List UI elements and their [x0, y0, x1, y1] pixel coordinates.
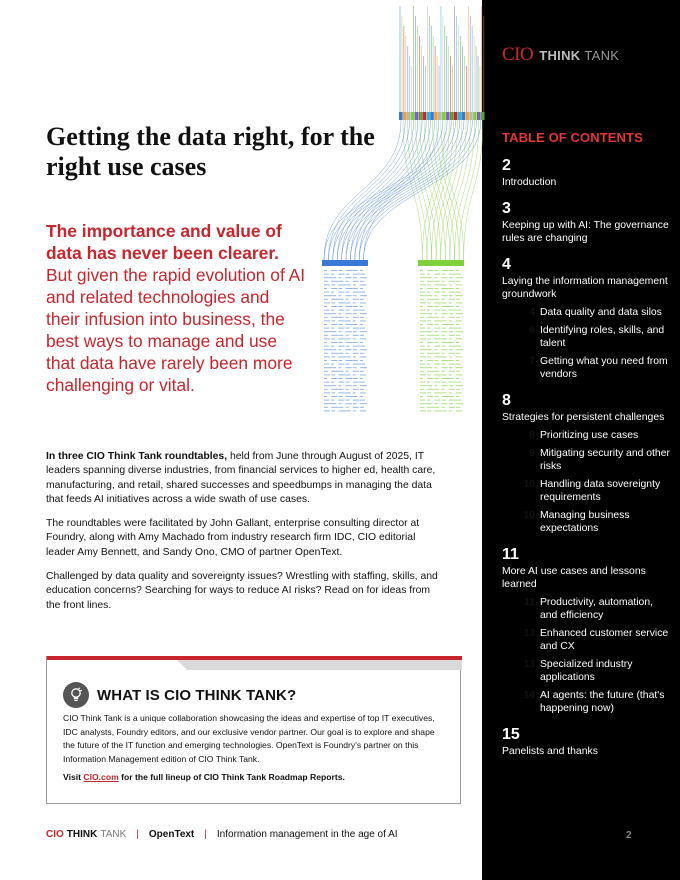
toc-subitem[interactable] [516, 447, 672, 473]
lede-rest: But given the rapid evolution of AI and related technologies and their infusion into business, the best ways to manage and use that data have rarely been more challenging or vital. [46, 265, 306, 395]
lede-paragraph [46, 220, 306, 396]
toc-subitem[interactable] [516, 658, 672, 684]
toc-subitem[interactable] [516, 324, 672, 350]
box-visit-pre: Visit [63, 772, 84, 782]
toc-subitem[interactable] [516, 627, 672, 653]
brand-think [539, 48, 619, 63]
toc-subitem-number: 4 [529, 307, 535, 318]
toc-section-label: Introduction [502, 177, 557, 188]
toc-subitem-number: 13 [523, 628, 535, 639]
page-number: 2 [626, 830, 632, 841]
footer-separator: | [204, 829, 207, 840]
box-header [63, 682, 296, 708]
toc-subitem-number: 10 [523, 479, 535, 490]
toc-subitem-number: 8 [529, 430, 535, 441]
think-tank-box [46, 656, 461, 804]
box-text: CIO Think Tank is a unique collaboration showcasing the ideas and expertise of top IT executives, IDC analysts, Foundry editors, and our exclusive vendor partner. Our goal is to explore and shape the future of the IT function and emerging technologies. OpenText is Foundry's partner on this Information Management edition of CIO Think Tank. [63, 713, 435, 764]
toc-subitem-number: 13 [523, 659, 535, 670]
toc-section-label: Laying the information management groundwork [502, 276, 668, 300]
toc-subitem[interactable] [516, 509, 672, 535]
body-paragraph-2: The roundtables were facilitated by John Gallant, enterprise consulting director at Foundry, along with Amy Machado from industry research firm IDC, CIO editorial leader Amy Bennett, and Sandy Ono, CMO of partner OpenText. [46, 518, 420, 558]
toc-subitem-number: 14 [523, 690, 535, 701]
toc-subitem-label: Identifying roles, skills, and talent [540, 325, 665, 349]
toc-subitem-number: 9 [529, 448, 535, 459]
toc-subitem-label: Managing business expectations [540, 510, 630, 534]
body-paragraph-1 [46, 450, 446, 507]
toc-section-label: More AI use cases and lessons learned [502, 566, 646, 590]
toc-section-number: 15 [502, 726, 520, 743]
toc-subitem-label: Handling data sovereignty requirements [540, 479, 661, 503]
footer-tagline: Information management in the age of AI [216, 829, 398, 840]
table-of-contents [502, 156, 672, 768]
toc-subitem-label: Mitigating security and other risks [540, 448, 670, 472]
toc-section-label: Panelists and thanks [502, 746, 598, 757]
box-title: WHAT IS CIO THINK TANK? [97, 686, 297, 704]
lede-strong: The importance and value of data has never been clearer. [46, 221, 282, 263]
footer-separator: | [136, 829, 139, 840]
toc-subitem[interactable] [516, 689, 672, 715]
footer [46, 829, 398, 840]
box-visit-line [63, 772, 345, 782]
toc-subitem-label: Getting what you need from vendors [540, 356, 668, 380]
toc-section[interactable] [502, 391, 672, 535]
toc-section[interactable] [502, 255, 672, 381]
brand-think-word: THINK [539, 48, 581, 63]
brand-tank-word: TANK [584, 48, 620, 63]
box-visit-post: for the full lineup of CIO Think Tank Roadmap Reports. [118, 772, 345, 782]
cio-com-link[interactable]: CIO.com [83, 772, 119, 782]
toc-subitem-label: Prioritizing use cases [540, 430, 639, 441]
toc-section-number: 4 [502, 256, 511, 273]
footer-tank: TANK [100, 829, 127, 840]
toc-subitem-label: AI agents: the future (that's happening now) [540, 690, 665, 714]
footer-cio: CIO [46, 829, 64, 840]
toc-subitem-number: 6 [529, 325, 535, 336]
toc-section-number: 8 [502, 392, 511, 409]
toc-title: TABLE OF CONTENTS [502, 130, 643, 145]
body-p1-rest: held from June through August of 2025, IT leaders spanning diverse industries, from financial services to higher ed, health care, manufacturing, and retail, shared successes and speedbumps in managing the data that feeds AI initiatives across a wide swath of use cases. [46, 451, 436, 505]
footer-opentext: OpenText [148, 829, 195, 840]
toc-subitem-label: Data quality and data silos [540, 307, 662, 318]
toc-subitem-label: Enhanced customer service and CX [540, 628, 669, 652]
toc-section[interactable] [502, 725, 672, 758]
body-paragraph-3: Challenged by data quality and sovereignty issues? Wrestling with staffing, skills, and education concerns? Searching for ways to reduce AI risks? Read on for ideas from the front lines. [46, 571, 438, 611]
toc-section-label: Keeping up with AI: The governance rules are changing [502, 220, 669, 244]
toc-section[interactable] [502, 199, 672, 245]
box-grey-band [47, 660, 462, 670]
body-text [46, 450, 446, 623]
toc-section-number: 2 [502, 157, 511, 174]
toc-subitem-label: Productivity, automation, and efficiency [540, 597, 654, 621]
toc-subitem[interactable] [516, 355, 672, 381]
body-p1-bold: In three CIO Think Tank roundtables, [46, 451, 228, 462]
toc-subitem-number: 11 [524, 597, 535, 608]
toc-subitem[interactable] [516, 306, 672, 319]
footer-think: THINK [66, 829, 98, 840]
brand-logo [502, 44, 619, 66]
toc-subitem-label: Specialized industry applications [540, 659, 633, 683]
toc-subitem[interactable] [516, 429, 672, 442]
toc-section-label: Strategies for persistent challenges [502, 412, 665, 423]
toc-subitem-number: 7 [529, 356, 535, 367]
toc-section[interactable] [502, 545, 672, 715]
toc-subitem[interactable] [516, 596, 672, 622]
lightbulb-icon [63, 682, 89, 708]
toc-subitem[interactable] [516, 478, 672, 504]
toc-section-number: 11 [502, 546, 519, 563]
page-title: Getting the data right, for the right use cases [46, 122, 375, 181]
toc-section[interactable] [502, 156, 672, 189]
toc-section-number: 3 [502, 200, 511, 217]
brand-cio: CIO [502, 44, 534, 65]
toc-subitem-number: 10 [523, 510, 535, 521]
